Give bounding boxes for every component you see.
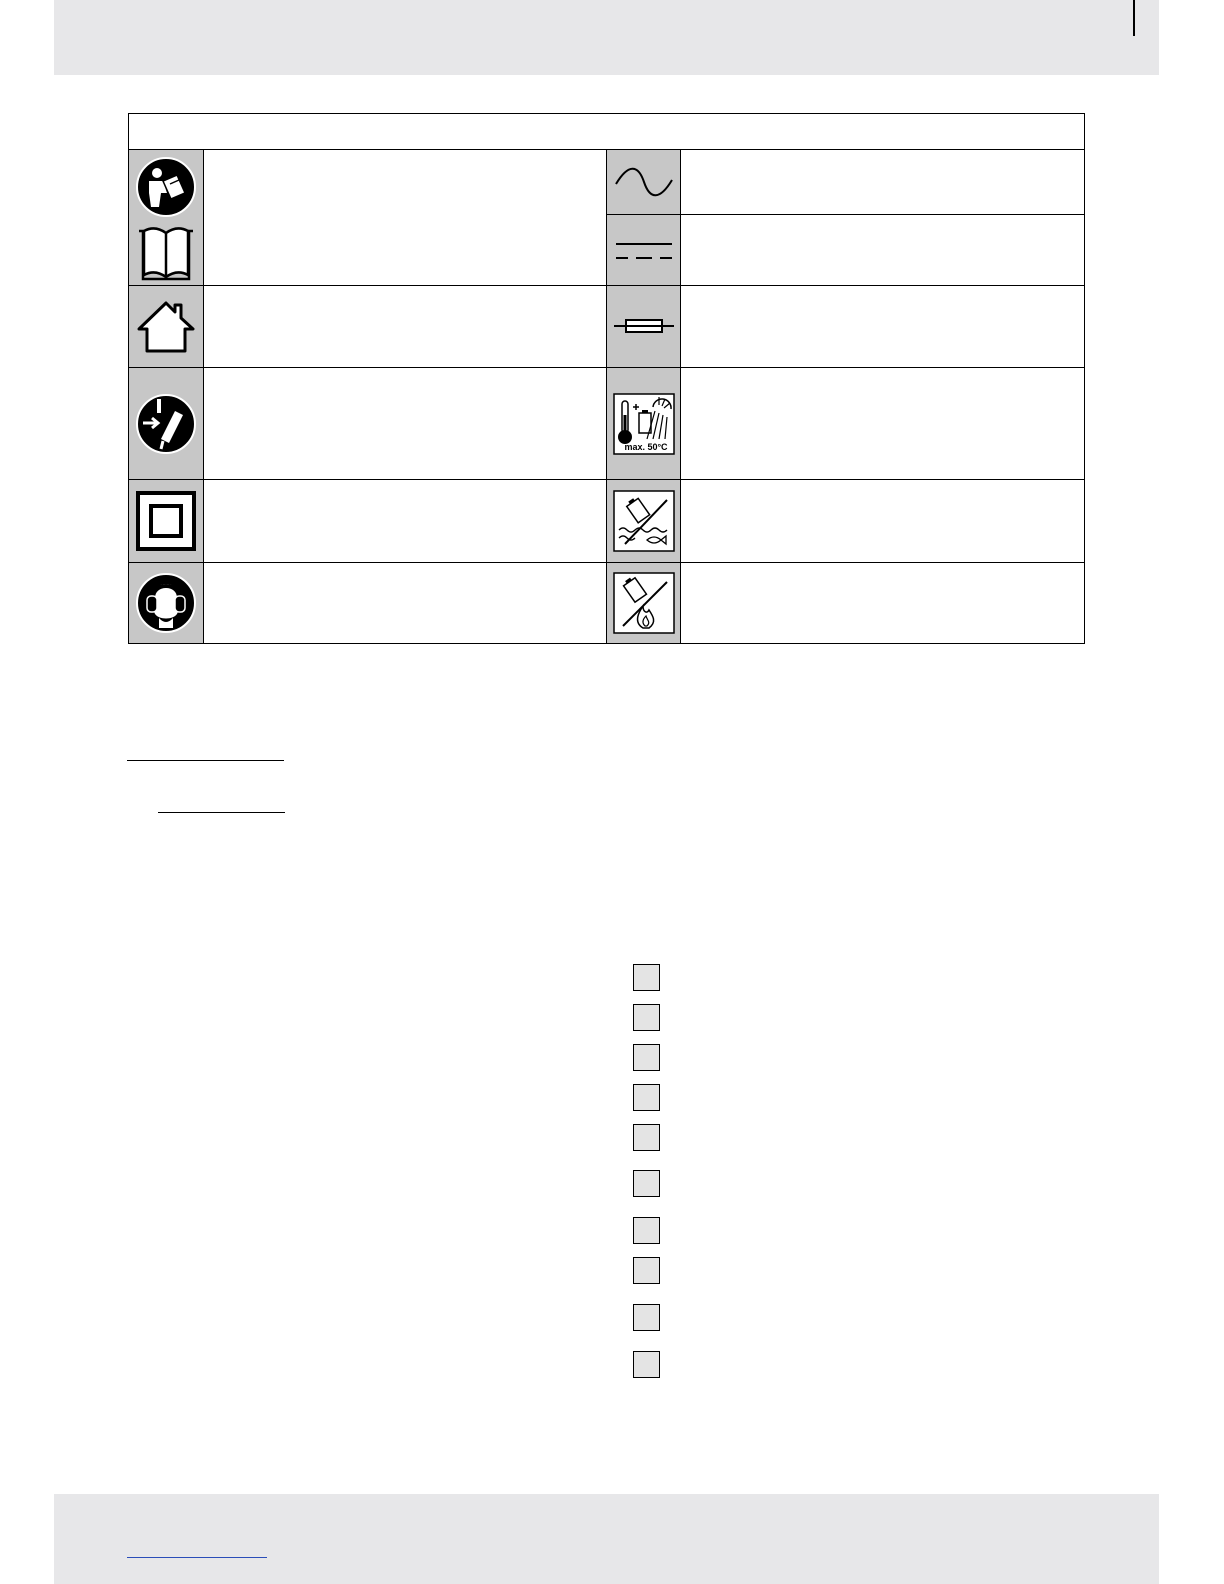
fuse-icon — [612, 306, 676, 346]
subsection-heading-underline — [158, 812, 285, 813]
checklist-box[interactable] — [633, 1084, 660, 1111]
symbol-text-no-water — [681, 480, 1085, 562]
footer-link-underline[interactable] — [127, 1557, 267, 1558]
checklist-box[interactable] — [633, 1004, 660, 1031]
symbol-cell-disconnect-plug — [129, 367, 204, 479]
symbol-cell-read-instructions — [129, 150, 204, 285]
symbol-cell-no-water — [607, 480, 681, 562]
symbol-cell-ear-protection — [129, 562, 204, 643]
checklist-box[interactable] — [633, 1124, 660, 1151]
no-battery-in-fire-icon — [613, 572, 675, 634]
symbol-cell-protection-class — [129, 480, 204, 562]
symbol-cell-alternating-current — [607, 150, 681, 215]
direct-current-icon — [612, 218, 676, 282]
symbol-cell-no-fire — [607, 562, 681, 643]
checklist-box[interactable] — [633, 1351, 660, 1378]
checklist-box[interactable] — [633, 964, 660, 991]
manual-book-icon — [139, 229, 193, 280]
symbol-text-no-fire — [681, 562, 1085, 643]
disconnect-plug-icon — [135, 393, 197, 455]
symbol-cell-fuse — [607, 285, 681, 367]
header-band — [54, 0, 1159, 75]
symbol-text-alternating-current — [681, 150, 1085, 215]
checklist-box[interactable] — [633, 1044, 660, 1071]
section-heading-underline — [127, 760, 284, 761]
symbol-text-disconnect-plug — [204, 367, 607, 479]
symbol-text-indoor-use — [204, 285, 607, 367]
max-temperature-battery-icon — [613, 393, 675, 455]
symbol-text-ear-protection — [204, 562, 607, 643]
symbol-text-read-instructions — [204, 150, 607, 285]
checklist-box[interactable] — [633, 1170, 660, 1197]
symbol-legend-table — [128, 113, 1085, 644]
table-header — [129, 114, 1085, 150]
indoor-use-house-icon — [135, 295, 197, 357]
footer-band — [54, 1494, 1159, 1584]
checklist-box[interactable] — [633, 1217, 660, 1244]
read-instructions-icon — [135, 151, 197, 283]
max-temperature-label: max. 50°C — [623, 441, 668, 452]
symbol-text-protection-class — [204, 480, 607, 562]
symbol-text-fuse — [681, 285, 1085, 367]
protection-class-ii-icon — [135, 490, 197, 552]
symbol-cell-max-temperature — [607, 367, 681, 479]
checklist-box[interactable] — [633, 1304, 660, 1331]
alternating-current-icon — [612, 150, 676, 214]
symbol-text-max-temperature — [681, 367, 1085, 479]
symbol-text-direct-current — [681, 215, 1085, 285]
symbol-cell-indoor-use — [129, 285, 204, 367]
wear-ear-protection-icon — [135, 572, 197, 634]
header-rule — [1133, 0, 1135, 36]
symbol-cell-direct-current — [607, 215, 681, 285]
checklist-box[interactable] — [633, 1257, 660, 1284]
no-battery-in-water-icon — [613, 490, 675, 552]
